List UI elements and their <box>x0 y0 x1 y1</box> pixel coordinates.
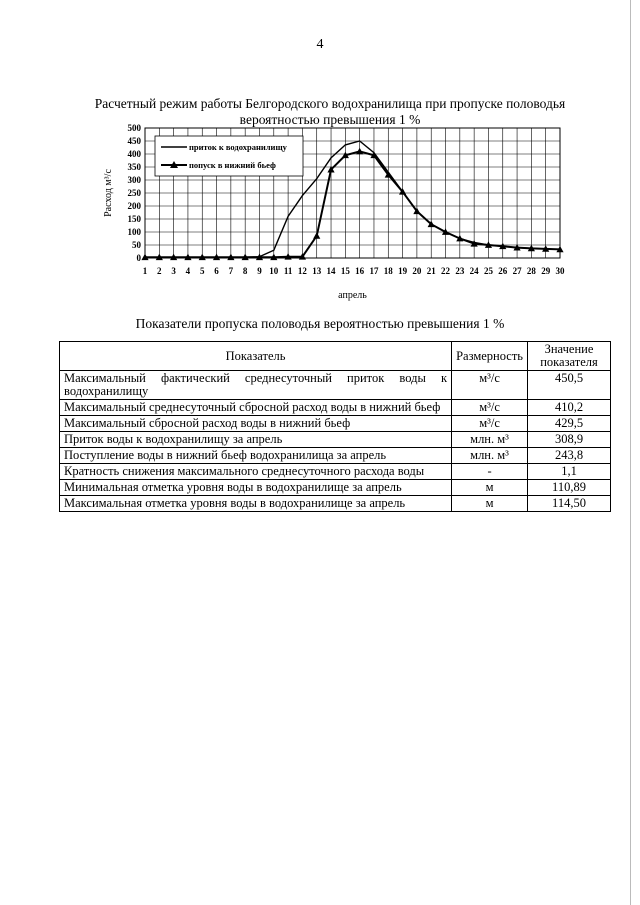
legend-label-1: приток к водохранилищу <box>189 142 287 152</box>
x-tick-label: 8 <box>242 266 248 276</box>
y-tick-label: 500 <box>127 123 141 133</box>
x-tick-label: 2 <box>157 266 162 276</box>
row-unit: млн. м³ <box>452 448 528 464</box>
row-value: 429,5 <box>528 416 611 432</box>
x-tick-label: 5 <box>199 266 205 276</box>
header-value: Значение показателя <box>528 342 611 371</box>
x-tick-label: 22 <box>441 266 451 276</box>
row-name: Кратность снижения максимального среднесуточного расхода воды <box>60 464 452 480</box>
x-tick-label: 13 <box>312 266 322 276</box>
table-row <box>60 464 611 480</box>
row-unit: млн. м³ <box>452 432 528 448</box>
x-tick-label: 3 <box>171 266 176 276</box>
y-tick-label: 150 <box>127 214 141 224</box>
x-tick-label: 11 <box>283 266 293 276</box>
table-title: Показатели пропуска половодья вероятностью превышения 1 % <box>135 316 505 331</box>
page-number: 4 <box>316 37 324 52</box>
y-tick-label: 350 <box>127 162 141 172</box>
y-tick-label: 450 <box>127 136 141 146</box>
x-tick-label: 27 <box>512 266 522 276</box>
row-name: Максимальный фактический среднесуточный приток воды к водохранилищу <box>60 371 452 400</box>
table-row <box>60 448 611 464</box>
flow-chart <box>0 0 640 310</box>
title-line-1: Расчетный режим работы Белгородского водохранилища при пропуске половодья <box>94 96 566 111</box>
y-tick-label: 400 <box>127 149 141 159</box>
x-tick-label: 9 <box>257 266 262 276</box>
header-unit: Размерность <box>452 342 528 371</box>
row-unit: м <box>452 496 528 512</box>
legend-label-2: попуск в нижний бьеф <box>189 160 276 170</box>
row-unit: м³/с <box>452 400 528 416</box>
x-tick-label: 28 <box>526 266 536 276</box>
y-axis-label: Расход м³/с <box>103 169 114 217</box>
x-tick-label: 25 <box>483 266 493 276</box>
row-name: Максимальный среднесуточный сбросной расход воды в нижний бьеф <box>60 400 452 416</box>
y-tick-label: 0 <box>136 253 141 263</box>
header-indicator: Показатель <box>60 342 452 371</box>
row-name: Максимальная отметка уровня воды в водохранилище за апрель <box>60 496 452 512</box>
x-tick-label: 7 <box>228 266 234 276</box>
x-tick-label: 26 <box>498 266 508 276</box>
x-tick-label: 4 <box>185 266 191 276</box>
row-name: Максимальный сбросной расход воды в нижний бьеф <box>60 416 452 432</box>
row-value: 110,89 <box>528 480 611 496</box>
x-tick-label: 12 <box>297 266 307 276</box>
x-tick-label: 16 <box>355 266 365 276</box>
row-unit: - <box>452 464 528 480</box>
x-tick-label: 23 <box>455 266 465 276</box>
y-tick-label: 300 <box>127 175 141 185</box>
title-line-2: вероятностью превышения 1 % <box>239 112 421 127</box>
series-2-point <box>356 148 363 154</box>
x-tick-label: 18 <box>383 266 393 276</box>
table-row <box>60 416 611 432</box>
x-tick-label: 6 <box>214 266 219 276</box>
x-tick-label: 19 <box>398 266 408 276</box>
y-tick-label: 200 <box>127 201 141 211</box>
y-tick-label: 250 <box>127 188 141 198</box>
x-tick-label: 30 <box>555 266 565 276</box>
row-unit: м³/с <box>452 371 528 400</box>
x-tick-label: 15 <box>340 266 350 276</box>
series-2-point <box>313 232 320 238</box>
x-tick-label: 24 <box>469 266 479 276</box>
table-row <box>60 496 611 512</box>
indicators-table <box>59 341 611 512</box>
row-name: Поступление воды в нижний бьеф водохранилища за апрель <box>60 448 452 464</box>
row-unit: м³/с <box>452 416 528 432</box>
row-value: 114,50 <box>528 496 611 512</box>
x-tick-label: 29 <box>541 266 551 276</box>
x-tick-label: 10 <box>269 266 279 276</box>
row-value: 243,8 <box>528 448 611 464</box>
x-tick-label: 21 <box>426 266 436 276</box>
x-tick-label: 14 <box>326 266 336 276</box>
y-tick-label: 50 <box>132 240 141 250</box>
table-header-row <box>60 342 611 371</box>
x-tick-label: 1 <box>142 266 148 276</box>
row-value: 1,1 <box>528 464 611 480</box>
x-tick-label: 17 <box>369 266 379 276</box>
x-tick-label: 20 <box>412 266 422 276</box>
x-axis-label: апрель <box>338 290 367 301</box>
table-row <box>60 480 611 496</box>
row-value: 308,9 <box>528 432 611 448</box>
y-tick-label: 100 <box>127 227 141 237</box>
table-row <box>60 371 611 400</box>
row-unit: м <box>452 480 528 496</box>
row-value: 450,5 <box>528 371 611 400</box>
row-name: Приток воды к водохранилищу за апрель <box>60 432 452 448</box>
row-name: Минимальная отметка уровня воды в водохранилище за апрель <box>60 480 452 496</box>
row-value: 410,2 <box>528 400 611 416</box>
table-row <box>60 432 611 448</box>
table-row <box>60 400 611 416</box>
